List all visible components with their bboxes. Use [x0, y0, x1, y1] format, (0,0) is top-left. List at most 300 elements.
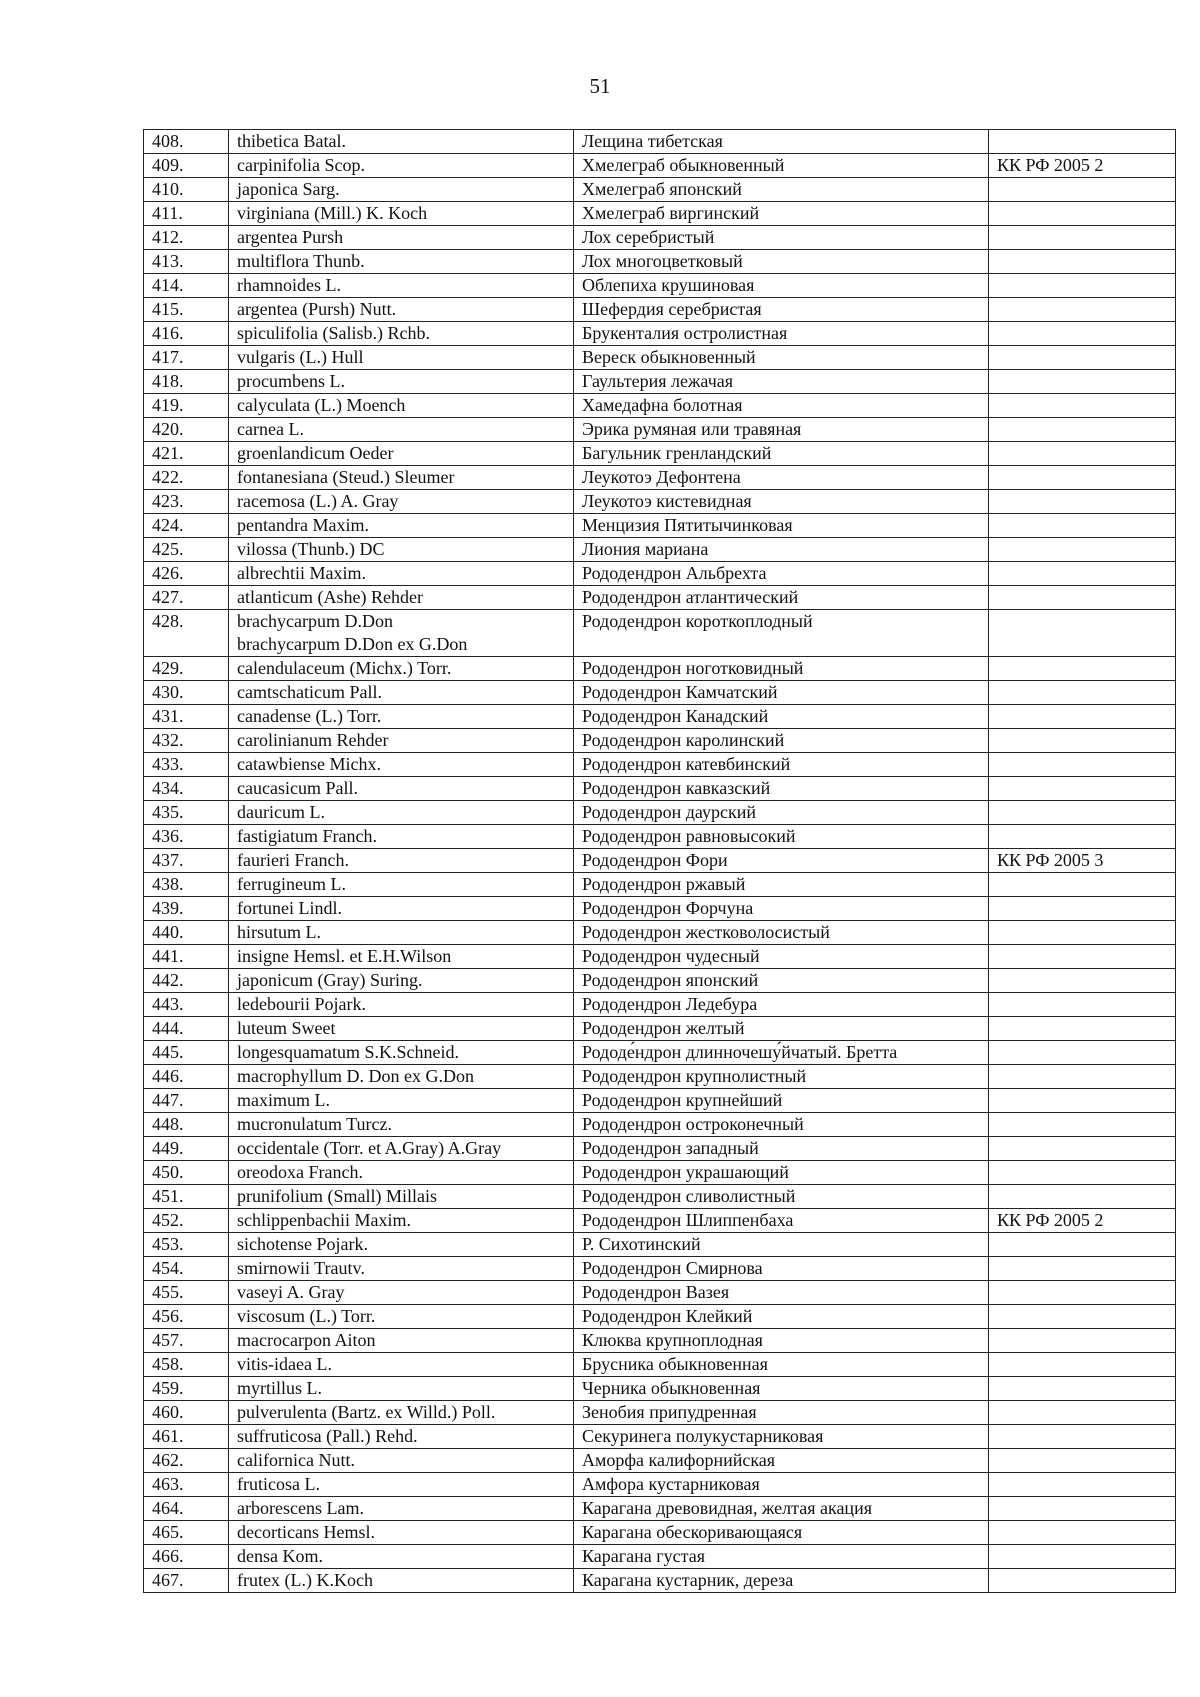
latin-name-cell: [229, 945, 574, 969]
russian-name-cell: Карагана обескоривающаяся: [574, 1521, 989, 1545]
russian-name-cell: Рододендрон западный: [574, 1137, 989, 1161]
row-number-cell: 463.: [144, 1473, 229, 1497]
status-cell: [989, 1377, 1176, 1401]
row-number-cell: 450.: [144, 1161, 229, 1185]
latin-name-cell: [229, 801, 574, 825]
latin-name-cell: [229, 1377, 574, 1401]
table-row: [144, 993, 1176, 1017]
status-cell: [989, 274, 1176, 298]
latin-name-line: caucasicum Pall.: [237, 778, 358, 798]
latin-name-line: thibetica Batal.: [237, 131, 346, 151]
row-number-cell: 410.: [144, 178, 229, 202]
row-number-cell: 436.: [144, 825, 229, 849]
latin-name-cell: [229, 1017, 574, 1041]
status-cell: [989, 969, 1176, 993]
russian-name-cell: Карагана древовидная, желтая акация: [574, 1497, 989, 1521]
russian-name-cell: Карагана кустарник, дереза: [574, 1569, 989, 1593]
latin-name-cell: [229, 897, 574, 921]
latin-name-line: macrophyllum D. Don ex G.Don: [237, 1066, 474, 1086]
table-row: [144, 705, 1176, 729]
row-number-cell: 437.: [144, 849, 229, 873]
table-row: [144, 825, 1176, 849]
table-row: [144, 1209, 1176, 1233]
russian-name-cell: Черника обыкновенная: [574, 1377, 989, 1401]
row-number-cell: 467.: [144, 1569, 229, 1593]
table-row: [144, 1569, 1176, 1593]
table-row: [144, 1377, 1176, 1401]
row-number-cell: 461.: [144, 1425, 229, 1449]
latin-name-line: multiflora Thunb.: [237, 251, 365, 271]
latin-name-line: pentandra Maxim.: [237, 515, 369, 535]
latin-name-line: japonica Sarg.: [237, 179, 340, 199]
latin-name-cell: [229, 538, 574, 562]
latin-name-line: carolinianum Rehder: [237, 730, 389, 750]
page-number: 51: [589, 74, 611, 98]
russian-name-cell: Хмелеграб обыкновенный: [574, 154, 989, 178]
table-row: [144, 298, 1176, 322]
russian-name-cell: Рододендрон жестковолосистый: [574, 921, 989, 945]
latin-name-cell: [229, 681, 574, 705]
table-row: [144, 1329, 1176, 1353]
table-row: [144, 322, 1176, 346]
status-cell: [989, 346, 1176, 370]
latin-name-cell: [229, 825, 574, 849]
table-row: [144, 250, 1176, 274]
russian-name-cell: Рододендрон Ледебура: [574, 993, 989, 1017]
table-row: [144, 777, 1176, 801]
status-cell: [989, 897, 1176, 921]
russian-name-cell: Секуринега полукустарниковая: [574, 1425, 989, 1449]
row-number-cell: 460.: [144, 1401, 229, 1425]
row-number-cell: 429.: [144, 657, 229, 681]
status-cell: [989, 681, 1176, 705]
row-number-cell: 439.: [144, 897, 229, 921]
latin-name-line: luteum Sweet: [237, 1018, 336, 1038]
latin-name-cell: [229, 657, 574, 681]
russian-name-cell: Рододендрон ржавый: [574, 873, 989, 897]
row-number-cell: 427.: [144, 586, 229, 610]
table-row: [144, 849, 1176, 873]
russian-name-cell: Рододендрон катевбинский: [574, 753, 989, 777]
status-cell: [989, 1257, 1176, 1281]
row-number-cell: 421.: [144, 442, 229, 466]
russian-name-cell: Облепиха крушиновая: [574, 274, 989, 298]
russian-name-cell: Рододендрон ноготковидный: [574, 657, 989, 681]
latin-name-line: virginiana (Mill.) K. Koch: [237, 203, 428, 223]
status-cell: [989, 490, 1176, 514]
latin-name-line: argentea (Pursh) Nutt.: [237, 299, 397, 319]
latin-name-cell: [229, 1305, 574, 1329]
russian-name-cell: Рододендрон крупнолистный: [574, 1065, 989, 1089]
row-number-cell: 465.: [144, 1521, 229, 1545]
latin-name-line: longesquamatum S.K.Schneid.: [237, 1042, 459, 1062]
status-cell: [989, 993, 1176, 1017]
latin-name-cell: [229, 993, 574, 1017]
russian-name-cell: Рододендрон Альбрехта: [574, 562, 989, 586]
status-cell: [989, 1425, 1176, 1449]
row-number-cell: 418.: [144, 370, 229, 394]
latin-name-line: spiculifolia (Salisb.) Rchb.: [237, 323, 430, 343]
status-cell: [989, 442, 1176, 466]
status-cell: КК РФ 2005 3: [989, 849, 1176, 873]
status-cell: [989, 178, 1176, 202]
status-cell: [989, 1521, 1176, 1545]
row-number-cell: 440.: [144, 921, 229, 945]
row-number-cell: 438.: [144, 873, 229, 897]
table-row: [144, 1233, 1176, 1257]
latin-name-cell: [229, 1449, 574, 1473]
status-cell: [989, 1185, 1176, 1209]
table-row: [144, 1257, 1176, 1281]
table-row: [144, 1545, 1176, 1569]
status-cell: [989, 705, 1176, 729]
status-cell: [989, 1017, 1176, 1041]
latin-name-cell: [229, 1545, 574, 1569]
russian-name-cell: Леукотоэ Дефонтена: [574, 466, 989, 490]
table-row: [144, 514, 1176, 538]
status-cell: [989, 1329, 1176, 1353]
table-row: [144, 1497, 1176, 1521]
table-row: [144, 370, 1176, 394]
table-row: [144, 729, 1176, 753]
status-cell: [989, 1281, 1176, 1305]
russian-name-cell: Рододендрон даурский: [574, 801, 989, 825]
table-row: [144, 1113, 1176, 1137]
status-cell: [989, 729, 1176, 753]
table-row: [144, 801, 1176, 825]
latin-name-line: catawbiense Michx.: [237, 754, 381, 774]
table-row: [144, 681, 1176, 705]
table-row: [144, 442, 1176, 466]
russian-name-cell: Рододендрон равновысокий: [574, 825, 989, 849]
table-row: [144, 394, 1176, 418]
status-cell: [989, 1353, 1176, 1377]
latin-name-line: procumbens L.: [237, 371, 345, 391]
status-cell: [989, 1569, 1176, 1593]
russian-name-cell: Хмелеграб японский: [574, 178, 989, 202]
row-number-cell: 464.: [144, 1497, 229, 1521]
russian-name-cell: Эрика румяная или травяная: [574, 418, 989, 442]
latin-name-cell: [229, 1425, 574, 1449]
status-cell: [989, 1065, 1176, 1089]
latin-name-cell: [229, 1329, 574, 1353]
latin-name-cell: [229, 1185, 574, 1209]
latin-name-line: myrtillus L.: [237, 1378, 322, 1398]
latin-name-line: maximum L.: [237, 1090, 330, 1110]
table-row: [144, 1041, 1176, 1065]
table-row: [144, 610, 1176, 657]
row-number-cell: 411.: [144, 202, 229, 226]
table-row: [144, 490, 1176, 514]
status-cell: [989, 1305, 1176, 1329]
latin-name-line: viscosum (L.) Torr.: [237, 1306, 376, 1326]
latin-name-cell: [229, 1569, 574, 1593]
row-number-cell: 420.: [144, 418, 229, 442]
russian-name-cell: Амфора кустарниковая: [574, 1473, 989, 1497]
latin-name-cell: [229, 777, 574, 801]
latin-name-line: occidentale (Torr. et A.Gray) A.Gray: [237, 1138, 502, 1158]
row-number-cell: 446.: [144, 1065, 229, 1089]
latin-name-line: rhamnoides L.: [237, 275, 341, 295]
russian-name-cell: Карагана густая: [574, 1545, 989, 1569]
row-number-cell: 454.: [144, 1257, 229, 1281]
latin-name-line: atlanticum (Ashe) Rehder: [237, 587, 423, 607]
status-cell: [989, 322, 1176, 346]
russian-name-cell: Рододендрон Камчатский: [574, 681, 989, 705]
latin-name-cell: [229, 921, 574, 945]
latin-name-cell: [229, 442, 574, 466]
row-number-cell: 459.: [144, 1377, 229, 1401]
latin-name-line: vitis-idaea L.: [237, 1354, 332, 1374]
table-row: [144, 1065, 1176, 1089]
table-row: [144, 1473, 1176, 1497]
status-cell: [989, 610, 1176, 657]
row-number-cell: 434.: [144, 777, 229, 801]
latin-name-line: brachycarpum D.Don ex G.Don: [237, 634, 468, 654]
latin-name-line: faurieri Franch.: [237, 850, 349, 870]
status-cell: [989, 466, 1176, 490]
latin-name-line: albrechtii Maxim.: [237, 563, 366, 583]
latin-name-line: ledebourii Pojark.: [237, 994, 366, 1014]
table-row: [144, 921, 1176, 945]
table-row: [144, 538, 1176, 562]
latin-name-cell: [229, 1257, 574, 1281]
latin-name-line: prunifolium (Small) Millais: [237, 1186, 437, 1206]
status-cell: [989, 1497, 1176, 1521]
russian-name-cell: Рододендрон японский: [574, 969, 989, 993]
latin-name-cell: [229, 466, 574, 490]
latin-name-line: vilossa (Thunb.) DC: [237, 539, 385, 559]
row-number-cell: 443.: [144, 993, 229, 1017]
latin-name-cell: [229, 1161, 574, 1185]
status-cell: [989, 657, 1176, 681]
latin-name-line: dauricum L.: [237, 802, 325, 822]
row-number-cell: 441.: [144, 945, 229, 969]
latin-name-cell: [229, 418, 574, 442]
latin-name-line: frutex (L.) K.Koch: [237, 1570, 373, 1590]
table-row: [144, 586, 1176, 610]
row-number-cell: 430.: [144, 681, 229, 705]
latin-name-line: argentea Pursh: [237, 227, 344, 247]
latin-name-line: calendulaceum (Michx.) Torr.: [237, 658, 452, 678]
russian-name-cell: Рододендрон крупнейший: [574, 1089, 989, 1113]
latin-name-line: groenlandicum Oeder: [237, 443, 394, 463]
species-table: [143, 129, 1176, 1593]
latin-name-line: pulverulenta (Bartz. ex Willd.) Poll.: [237, 1402, 496, 1422]
row-number-cell: 431.: [144, 705, 229, 729]
table-row: [144, 1185, 1176, 1209]
russian-name-cell: Рододендрон Шлиппенбаха: [574, 1209, 989, 1233]
latin-name-cell: [229, 1113, 574, 1137]
latin-name-line: macrocarpon Aiton: [237, 1330, 376, 1350]
row-number-cell: 428.: [144, 610, 229, 657]
latin-name-line: californica Nutt.: [237, 1450, 355, 1470]
russian-name-cell: Зенобия припудренная: [574, 1401, 989, 1425]
russian-name-cell: Рододендрон остроконечный: [574, 1113, 989, 1137]
table-row: [144, 1353, 1176, 1377]
latin-name-line: fastigiatum Franch.: [237, 826, 377, 846]
row-number-cell: 466.: [144, 1545, 229, 1569]
russian-name-cell: Менцизия Пятитычинковая: [574, 514, 989, 538]
row-number-cell: 444.: [144, 1017, 229, 1041]
row-number-cell: 423.: [144, 490, 229, 514]
latin-name-cell: [229, 346, 574, 370]
row-number-cell: 435.: [144, 801, 229, 825]
row-number-cell: 413.: [144, 250, 229, 274]
latin-name-cell: [229, 729, 574, 753]
russian-name-cell: Хамедафна болотная: [574, 394, 989, 418]
latin-name-cell: [229, 370, 574, 394]
status-cell: [989, 1089, 1176, 1113]
status-cell: [989, 1161, 1176, 1185]
status-cell: [989, 418, 1176, 442]
status-cell: [989, 873, 1176, 897]
russian-name-cell: Рододендрон Клейкий: [574, 1305, 989, 1329]
latin-name-line: arborescens Lam.: [237, 1498, 364, 1518]
row-number-cell: 453.: [144, 1233, 229, 1257]
status-cell: [989, 298, 1176, 322]
status-cell: [989, 394, 1176, 418]
row-number-cell: 412.: [144, 226, 229, 250]
latin-name-cell: [229, 1521, 574, 1545]
row-number-cell: 432.: [144, 729, 229, 753]
table-row: [144, 226, 1176, 250]
latin-name-line: racemosa (L.) A. Gray: [237, 491, 399, 511]
row-number-cell: 445.: [144, 1041, 229, 1065]
russian-name-cell: Рододендрон Смирнова: [574, 1257, 989, 1281]
status-cell: [989, 1401, 1176, 1425]
row-number-cell: 414.: [144, 274, 229, 298]
status-cell: [989, 130, 1176, 154]
russian-name-cell: Рододендрон Форчуна: [574, 897, 989, 921]
table-row: [144, 418, 1176, 442]
latin-name-line: decorticans Hemsl.: [237, 1522, 375, 1542]
row-number-cell: 455.: [144, 1281, 229, 1305]
russian-name-cell: Рододендрон сливолистный: [574, 1185, 989, 1209]
status-cell: [989, 1473, 1176, 1497]
row-number-cell: 456.: [144, 1305, 229, 1329]
status-cell: [989, 777, 1176, 801]
table-row: [144, 274, 1176, 298]
table-row: [144, 178, 1176, 202]
row-number-cell: 408.: [144, 130, 229, 154]
latin-name-cell: [229, 226, 574, 250]
row-number-cell: 442.: [144, 969, 229, 993]
table-row: [144, 1425, 1176, 1449]
latin-name-line: fontanesiana (Steud.) Sleumer: [237, 467, 455, 487]
row-number-cell: 424.: [144, 514, 229, 538]
table-row: [144, 154, 1176, 178]
russian-name-cell: Клюква крупноплодная: [574, 1329, 989, 1353]
latin-name-cell: [229, 178, 574, 202]
status-cell: [989, 250, 1176, 274]
table-row: [144, 1137, 1176, 1161]
row-number-cell: 458.: [144, 1353, 229, 1377]
latin-name-line: suffruticosa (Pall.) Rehd.: [237, 1426, 418, 1446]
table-row: [144, 130, 1176, 154]
table-row: [144, 562, 1176, 586]
latin-name-cell: [229, 705, 574, 729]
russian-name-cell: Рододендрон каролинский: [574, 729, 989, 753]
russian-name-cell: Лох серебристый: [574, 226, 989, 250]
latin-name-cell: [229, 1281, 574, 1305]
status-cell: [989, 226, 1176, 250]
russian-name-cell: Лох многоцветковый: [574, 250, 989, 274]
latin-name-cell: [229, 586, 574, 610]
latin-name-line: oreodoxa Franch.: [237, 1162, 363, 1182]
table-row: [144, 1449, 1176, 1473]
russian-name-cell: Рододендрон Фори: [574, 849, 989, 873]
latin-name-line: carnea L.: [237, 419, 304, 439]
status-cell: КК РФ 2005 2: [989, 1209, 1176, 1233]
latin-name-line: smirnowii Trautv.: [237, 1258, 365, 1278]
latin-name-line: canadense (L.) Torr.: [237, 706, 382, 726]
latin-name-cell: [229, 753, 574, 777]
status-cell: [989, 1041, 1176, 1065]
status-cell: [989, 1113, 1176, 1137]
russian-name-cell: Рододендрон короткоплодный: [574, 610, 989, 657]
russian-name-cell: Рододендрон украшающий: [574, 1161, 989, 1185]
row-number-cell: 417.: [144, 346, 229, 370]
species-table-body: [144, 130, 1176, 1593]
row-number-cell: 425.: [144, 538, 229, 562]
latin-name-line: vaseyi A. Gray: [237, 1282, 345, 1302]
table-row: [144, 945, 1176, 969]
status-cell: [989, 1137, 1176, 1161]
latin-name-line: camtschaticum Pall.: [237, 682, 382, 702]
status-cell: [989, 921, 1176, 945]
status-cell: [989, 1233, 1176, 1257]
row-number-cell: 416.: [144, 322, 229, 346]
latin-name-cell: [229, 322, 574, 346]
status-cell: [989, 562, 1176, 586]
russian-name-cell: Аморфа калифорнийская: [574, 1449, 989, 1473]
latin-name-line: ferrugineum L.: [237, 874, 346, 894]
latin-name-cell: [229, 1353, 574, 1377]
russian-name-cell: Шефердия серебристая: [574, 298, 989, 322]
status-cell: [989, 1449, 1176, 1473]
latin-name-cell: [229, 1209, 574, 1233]
table-row: [144, 1089, 1176, 1113]
latin-name-cell: [229, 490, 574, 514]
russian-name-cell: Рододендрон атлантический: [574, 586, 989, 610]
latin-name-line: mucronulatum Turcz.: [237, 1114, 392, 1134]
table-row: [144, 1305, 1176, 1329]
latin-name-cell: [229, 1041, 574, 1065]
latin-name-line: brachycarpum D.Don: [237, 611, 393, 631]
latin-name-line: calyculata (L.) Moench: [237, 395, 406, 415]
latin-name-line: insigne Hemsl. et E.H.Wilson: [237, 946, 452, 966]
status-cell: КК РФ 2005 2: [989, 154, 1176, 178]
table-row: [144, 346, 1176, 370]
table-row: [144, 1017, 1176, 1041]
russian-name-cell: Рододендрон Вазея: [574, 1281, 989, 1305]
latin-name-line: fortunei Lindl.: [237, 898, 342, 918]
latin-name-cell: [229, 610, 574, 657]
status-cell: [989, 514, 1176, 538]
latin-name-line: hirsutum L.: [237, 922, 321, 942]
status-cell: [989, 586, 1176, 610]
table-row: [144, 202, 1176, 226]
russian-name-cell: Брусника обыкновенная: [574, 1353, 989, 1377]
table-row: [144, 1161, 1176, 1185]
russian-name-cell: Рододендрон желтый: [574, 1017, 989, 1041]
table-row: [144, 657, 1176, 681]
latin-name-line: carpinifolia Scop.: [237, 155, 365, 175]
table-row: [144, 1521, 1176, 1545]
russian-name-cell: Хмелеграб виргинский: [574, 202, 989, 226]
table-row: [144, 897, 1176, 921]
